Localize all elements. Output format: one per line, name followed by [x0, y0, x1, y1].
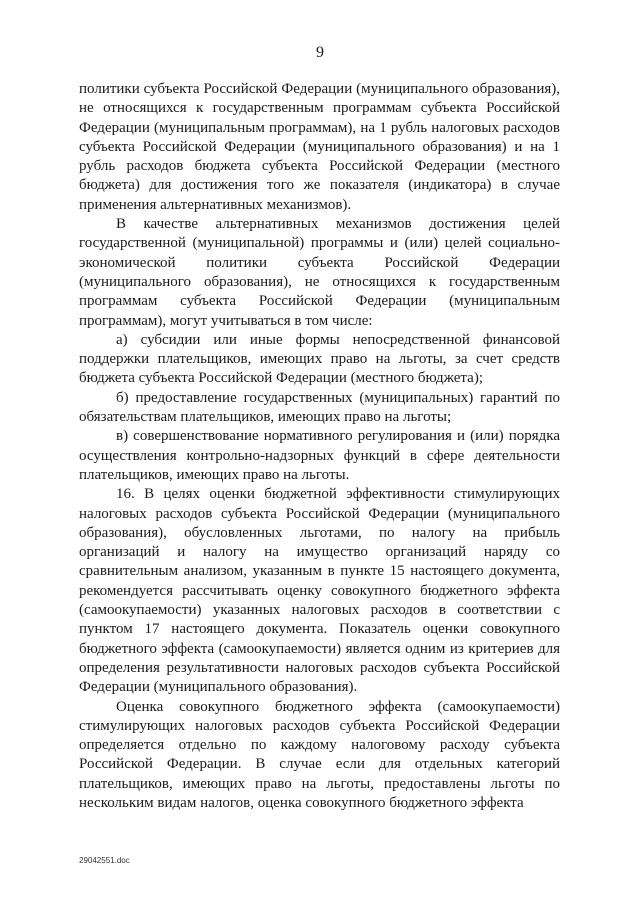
paragraph-16: 16. В целях оценки бюджетной эффективности стимулирующих налоговых расходов субъекта Российской Федерации (муниципального образования), обусловленных льготами, по налогу на прибыль организаций и налогу на имущество организаций наряду со сравнительным анализом, указанным в пункте 15 настоящего документа, рекомендуется рассчитывать оценку совокупного бюджетного эффекта (самоокупаемости) указанных налоговых расходов в соответствии с пунктом 17 настоящего документа. Показатель оценки совокупного бюджетного эффекта (самоокупаемости) является одним из критериев для определения результативности налоговых расходов субъекта Российской Федерации (муниципального образования). — [79, 486, 560, 696]
list-item-b: б) предоставление государственных (муниципальных) гарантий по обязательствам плательщиков, имеющих право на льготы; — [79, 389, 560, 426]
list-item-c: в) совершенствование нормативного регулирования и (или) порядка осуществления контрольно-надзорных функций в сфере деятельности плательщиков, имеющих право на льготы. — [79, 428, 560, 483]
page-number: 9 — [316, 44, 324, 61]
paragraph-assessment: Оценка совокупного бюджетного эффекта (самоокупаемости) стимулирующих налоговых расходов субъекта Российской Федерации определяется отдельно по каждому налоговому расходу субъекта Российской Федерации. В случае если для отдельных категорий плательщиков, имеющих право на льготы, предоставлены льготы по нескольким видам налогов, оценка совокупного бюджетного эффекта — [79, 698, 560, 811]
list-item-a: а) субсидии или иные формы непосредственной финансовой поддержки плательщиков, имеющих право на льготы, за счет средств бюджета субъекта Российской Федерации (местного бюджета); — [79, 331, 560, 387]
paragraph-continuation: политики субъекта Российской Федерации (муниципального образования), не относящихся к государственным программам субъекта Российской Федерации (муниципальным программам), на 1 рубль налоговых расходов субъекта Российской Федерации (муниципального образования) и на 1 рубль расходов бюджета субъекта Российской Федерации (местного бюджета) для достижения того же показателя (индикатора) в случае применения альтернативных механизмов). — [79, 81, 560, 213]
paragraph-alternatives: В качестве альтернативных механизмов достижения целей государственной (муниципальной) программы и (или) целей социально-экономической политики субъекта Российской Федерации (муниципального образования), не относящихся к государственным программам субъекта Российской Федерации (муниципальным программам), могут учитываться в том числе: — [79, 216, 560, 329]
footer-filename: 29042551.doc — [79, 856, 130, 865]
document-body — [79, 80, 560, 813]
